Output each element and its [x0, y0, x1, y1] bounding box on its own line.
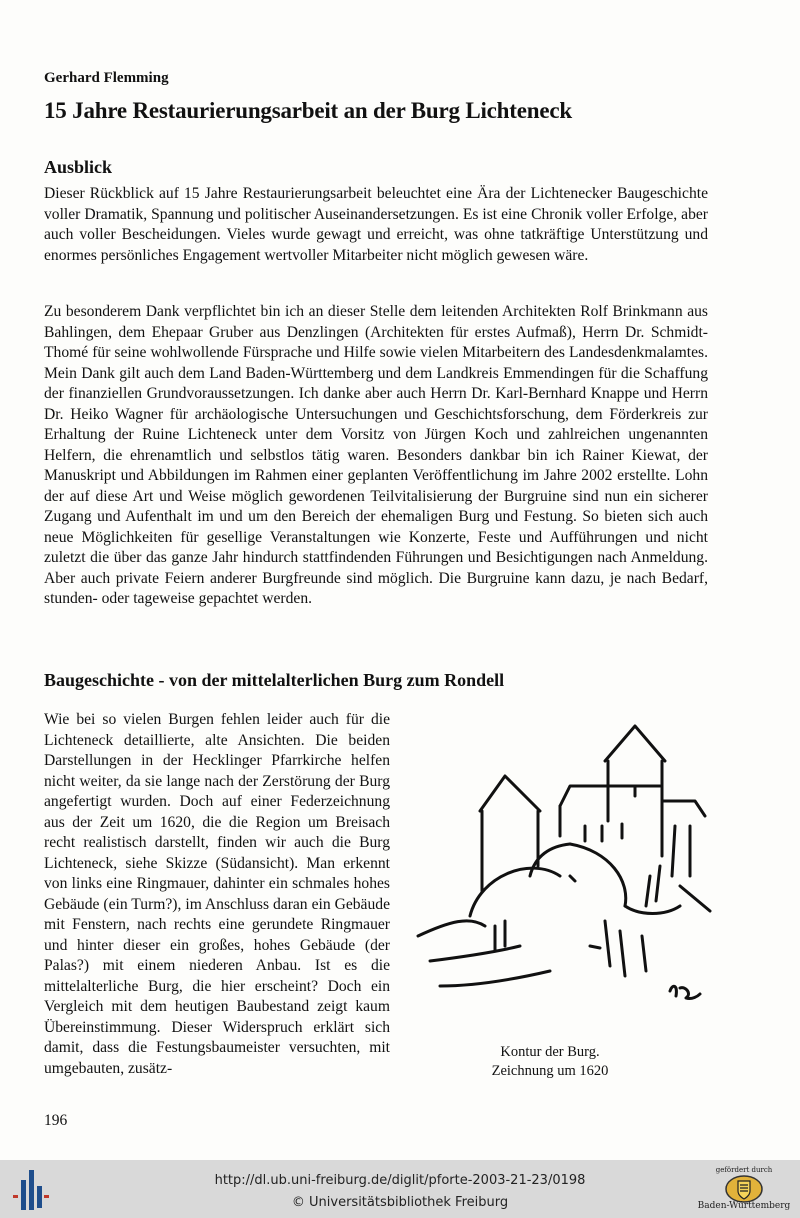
paragraph-ausblick-1: Dieser Rückblick auf 15 Jahre Restaurierungsarbeit beleuchtet eine Ära der Lichtenecker Baugeschichte voller Dramatik, Spannung und politischer Auseinandersetzungen. Es ist eine Chronik voller Erfolge, aber auch voller Bescheidungen. Vieles wurde gewagt und erreicht, was ohne tatkräftige Unterstützung und enormes persönliches Engagement wertvoller Mitarbeiter nicht möglich gewesen wäre.: [44, 185, 708, 264]
paragraph-ausblick-2: Zu besonderem Dank verpflichtet bin ich an dieser Stelle dem leitenden Architekten Rolf Brinkmann aus Bahlingen, dem Ehepaar Gruber aus Denzlingen (Architekten für erstes Aufmaß), Herrn Dr. Schmidt-Thomé für seine wohlwollende Fürsprache und Hilfe sowie vielen Mitarbeitern des Landesdenkmalamtes. Mein Dank gilt auch dem Land Baden-Württemberg und dem Landkreis Emmendingen für die Schaffung der finanziellen Grundvoraussetzungen. Ich danke aber auch Herrn Dr. Karl-Bernhard Knappe und Herrn Dr. Heiko Wagner für archäologische Untersuchungen und Geschichtsforschung, dem Förderkreis zur Erhaltung der Ruine Lichteneck unter dem Vorsitz von Jürgen Koch und zahlreichen ungenannten Helfern, die ehrenamtlich und selbstlos tätig waren. Besonders dankbar bin ich Rainer Kiewat, der Manuskript und Abbildungen im Rahmen einer geplanten Veröffentlichung im Jahre 2002 erstellte. Lohn der auf diese Art und Weise möglich gewordenen Teilvitalisierung der Burgruine sind nun ein sicherer Zugang und Aufenthalt im und um den Bereich der ehemaligen Burg und Festung. So bieten sich auch neue Möglichkeiten für gesellige Veranstaltungen wie Konzerte, Feste und Aufführungen und nicht zuletzt die über das ganze Jahr hindurch stattfindenden Führungen und Besichtigungen nach Anmeldung. Aber auch private Feiern anderer Burgfreunde sind möglich. Die Burgruine kann dazu, je nach Bedarf, stunden- oder tageweise gepachtet werden.: [44, 303, 708, 607]
article-title: 15 Jahre Restaurierungsarbeit an der Burg Lichteneck: [44, 98, 572, 123]
paragraph-baugeschichte: Wie bei so vielen Burgen fehlen leider auch für die Lichteneck detaillierte, alte Ansichten. Die beiden Darstellungen in der Hecklinger Pfarrkirche helfen nicht weiter, da sie lange nach der Zerstörung der Burg angefertigt wurden. Doch auf einer Federzeichnung aus der Zeit um 1620, die die Region um Breisach recht realistisch darstellt, finden wir auch die Burg Lichteneck, siehe Skizze (Südansicht). Man erkennt von links eine Ringmauer, dahinter ein schmales hohes Gebäude (ein Turm?), im Anschluss daran ein Gebäude mit Fenstern, nach rechts eine gerundete Ringmauer und hinter dieser ein großes, hohes Gebäude (der Palas?) mit einem niederen Anbau. Ist es die mittelalterliche Burg, die hier erscheint? Doch ein Vergleich mit dem heutigen Baubestand zeigt kaum Übereinstimmung. Dieser Widerspruch erklärt sich damit, dass die Festungsbaumeister versuchten, mit umgebauten, zusätz-: [44, 711, 390, 1077]
caption-line-1: Kontur der Burg.: [500, 1044, 600, 1060]
caption-line-2: Zeichnung um 1620: [491, 1063, 609, 1079]
sponsor-badge: [694, 1162, 794, 1218]
page-number: 196: [44, 1112, 68, 1129]
sponsor-bottom-text: Baden-Württemberg: [697, 1201, 791, 1211]
sponsor-top-text: gefördert durch: [715, 1166, 773, 1174]
section-heading-ausblick: Ausblick: [44, 157, 113, 177]
castle-sketch-illustration: [410, 716, 720, 1021]
figure-caption: [440, 1043, 660, 1081]
footer-bar: [0, 1160, 800, 1218]
section-heading-baugeschichte: Baugeschichte - von der mittelalterlichen Burg zum Rondell: [44, 670, 505, 690]
coat-of-arms-icon: [724, 1175, 764, 1203]
footer-url-link[interactable]: http://dl.ub.uni-freiburg.de/diglit/pforte-2003-21-23/0198: [214, 1173, 586, 1188]
author-name: Gerhard Flemming: [44, 70, 169, 86]
footer-copyright: © Universitätsbibliothek Freiburg: [291, 1195, 509, 1210]
